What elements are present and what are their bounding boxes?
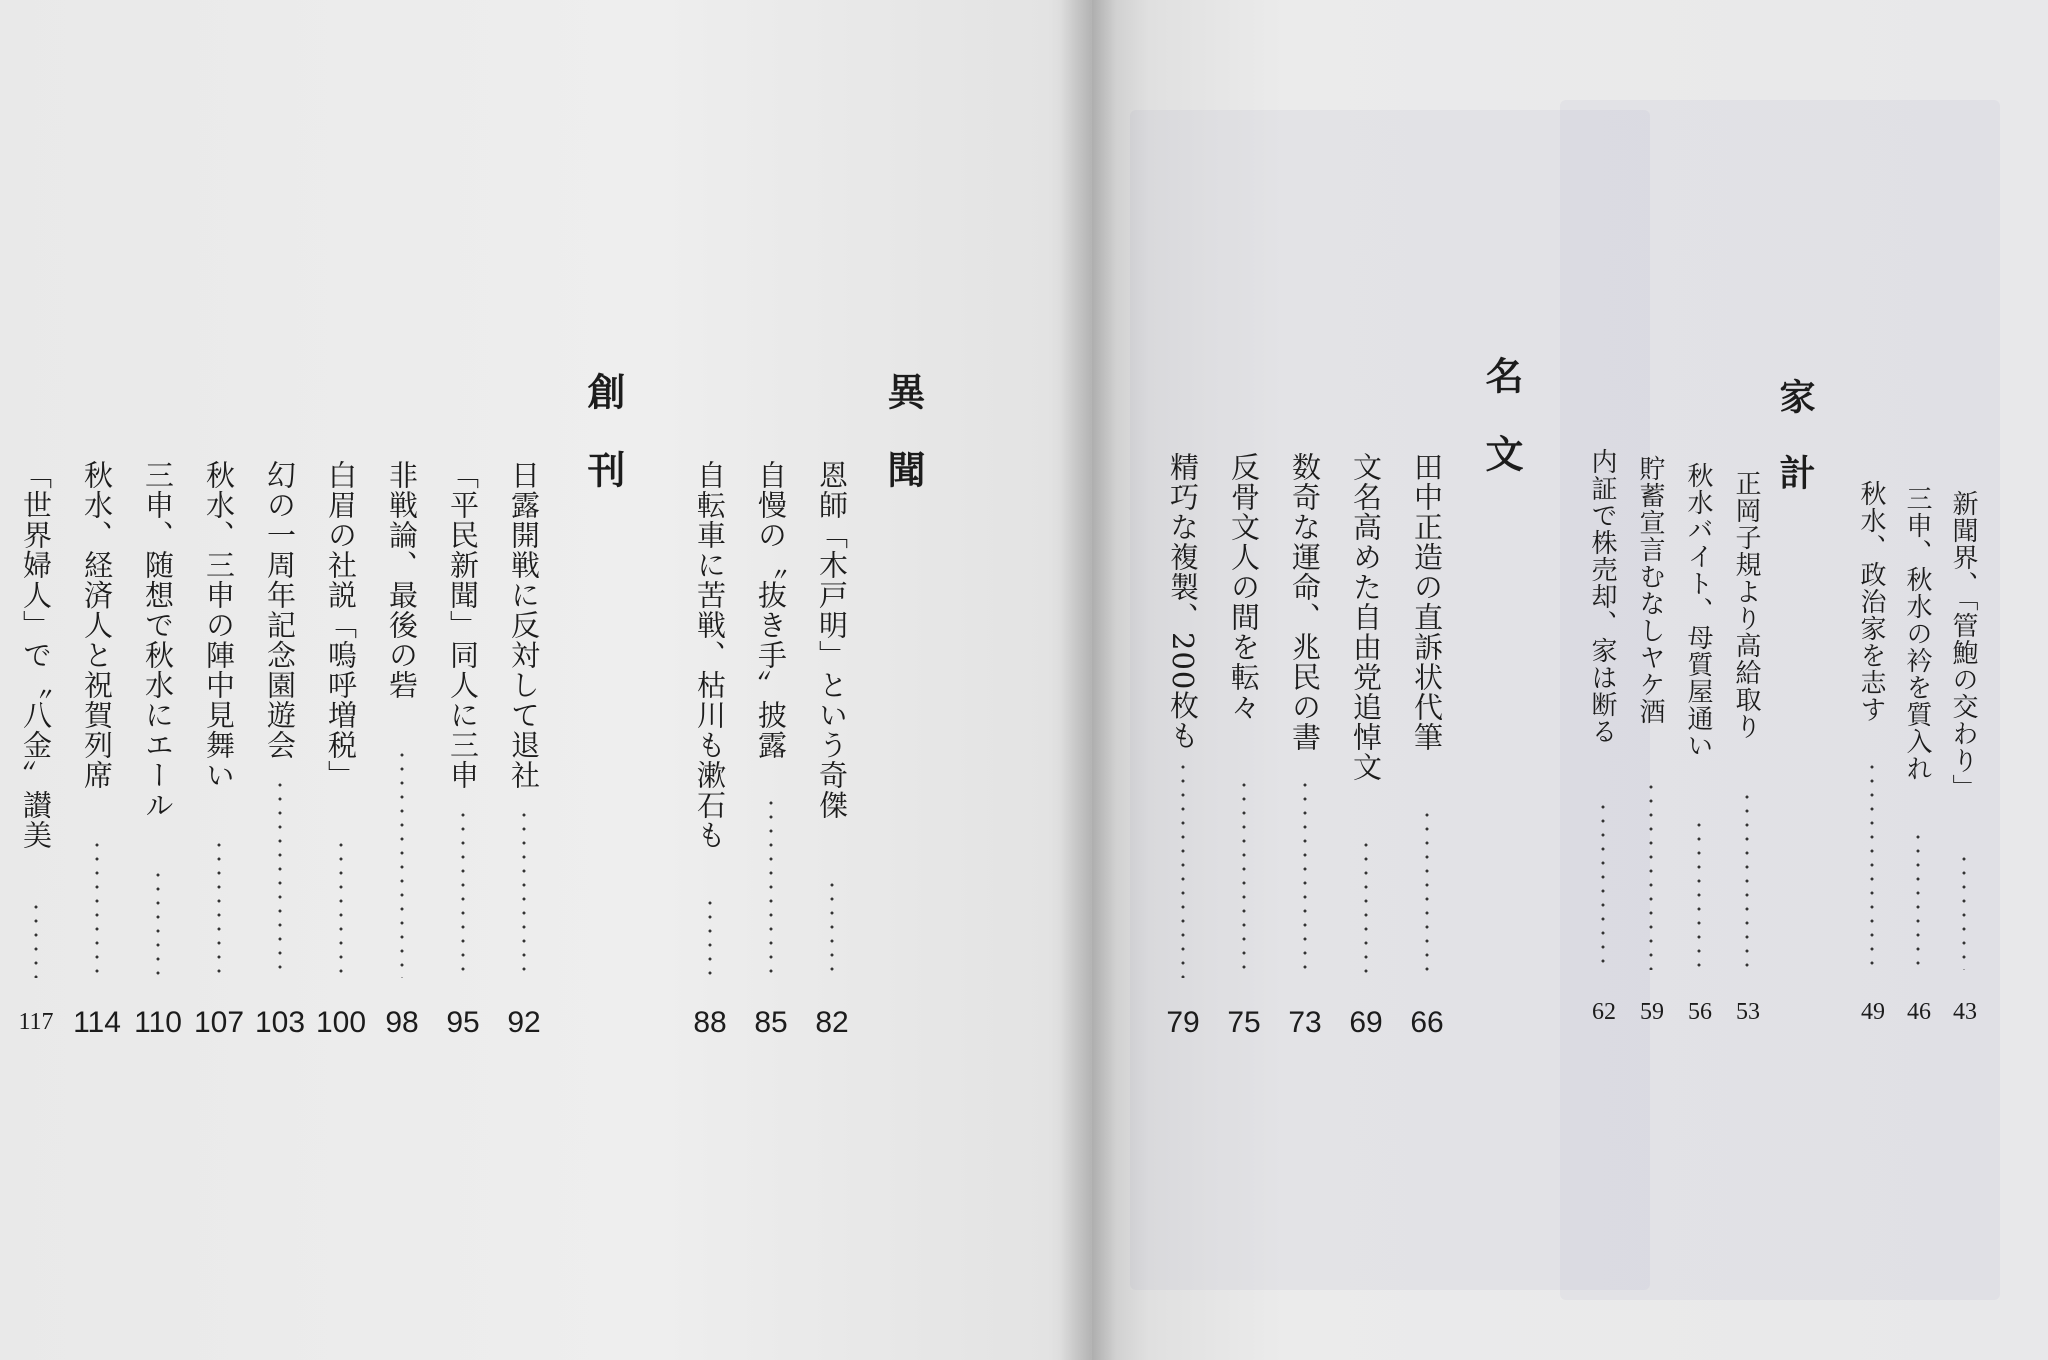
dot-leader (1697, 818, 1701, 970)
book-gutter (1060, 0, 1116, 1360)
dot-leader (95, 838, 99, 978)
toc-entry-title: 反骨文人の間を転々 (1227, 452, 1261, 722)
dot-leader (769, 796, 773, 978)
toc-entry-title: 自転車に苦戦、枯川も漱石も (693, 460, 727, 850)
toc-entry-title: 自慢の〝抜き手〟披露 (754, 460, 788, 760)
toc-entry-page: 103 (254, 1006, 306, 1039)
paper-shadow (1560, 100, 2000, 1300)
section-heading-kakei: 家計 (1774, 378, 1816, 530)
toc-entry-page: 107 (193, 1006, 245, 1039)
toc-entry-page: 75 (1227, 1006, 1261, 1039)
dot-leader (1303, 778, 1307, 978)
toc-entry-page: 95 (446, 1006, 480, 1039)
dot-leader (1601, 800, 1605, 970)
section-heading-souken: 創刊 (581, 372, 626, 528)
toc-entry-title: 三申、秋水の衿を質入れ (1902, 485, 1932, 782)
toc-entry-page: 56 (1688, 999, 1712, 1025)
dot-leader (156, 868, 160, 978)
toc-entry-page: 49 (1861, 999, 1885, 1025)
dot-leader (1962, 852, 1966, 970)
toc-entry-page: 98 (385, 1006, 419, 1039)
section-heading-ibun: 異聞 (881, 372, 926, 528)
toc-entry-title: 日露開戦に反対して退社 (507, 460, 541, 790)
dot-leader (830, 878, 834, 978)
dot-leader (1364, 838, 1368, 978)
toc-entry-title: 秋水バイト、母質屋通い (1683, 462, 1713, 759)
section-heading-meibun: 名文 (1479, 356, 1524, 512)
toc-entry-page: 85 (754, 1006, 788, 1039)
toc-entry-page: 73 (1288, 1006, 1322, 1039)
toc-entry-title: 「平民新聞」同人に三申 (446, 460, 480, 790)
toc-entry-title: 秋水、経済人と祝賀列席 (80, 460, 114, 790)
toc-entry-title: 田中正造の直訴状代筆 (1410, 452, 1444, 752)
toc-entry-title: 内証で株売却、家は断る (1587, 448, 1617, 745)
toc-entry-title: 恩師「木戸明」という奇傑 (815, 460, 849, 820)
dot-leader (339, 838, 343, 978)
toc-entry-page: 46 (1907, 999, 1931, 1025)
dot-leader (708, 896, 712, 978)
toc-entry-title: 三申、随想で秋水にエール (141, 460, 175, 820)
toc-entry-page: 59 (1640, 999, 1664, 1025)
dot-leader (1916, 830, 1920, 970)
dot-leader (461, 808, 465, 978)
dot-leader (1649, 780, 1653, 970)
toc-entry-title: 文名高めた自由党追悼文 (1349, 452, 1383, 782)
toc-entry-page: 110 (134, 1006, 182, 1039)
toc-entry-title: 数奇な運命、兆民の書 (1288, 452, 1322, 752)
toc-entry-title: 秋水、三申の陣中見舞い (202, 460, 236, 790)
dot-leader (217, 838, 221, 978)
dot-leader (522, 808, 526, 978)
dot-leader (1181, 760, 1185, 978)
toc-entry-page: 53 (1736, 999, 1760, 1025)
dot-leader (1425, 808, 1429, 978)
dot-leader (278, 778, 282, 978)
dot-leader (1242, 778, 1246, 978)
dot-leader (1745, 790, 1749, 970)
toc-entry-page: 100 (315, 1006, 367, 1039)
toc-entry-page: 66 (1410, 1006, 1444, 1039)
toc-entry-title: 貯蓄宣言むなしヤケ酒 (1635, 455, 1665, 725)
toc-entry-title: 精巧な複製、200枚も (1166, 452, 1200, 751)
toc-entry-page: 79 (1166, 1006, 1200, 1039)
toc-entry-page: 82 (815, 1006, 849, 1039)
toc-entry-page: 69 (1349, 1006, 1383, 1039)
toc-entry-title: 幻の一周年記念園遊会 (263, 460, 297, 760)
toc-entry-page: 114 (73, 1006, 121, 1039)
dot-leader (1870, 760, 1874, 970)
toc-entry-title: 非戦論、最後の砦 (385, 460, 419, 700)
toc-entry-title: 「世界婦人」で〝八金〟讃美 (19, 460, 53, 850)
toc-entry-title: 新聞界、「管鮑の交わり」 (1948, 490, 1978, 801)
toc-entry-title: 白眉の社説「嗚呼増税」 (324, 460, 358, 790)
toc-entry-title: 秋水、政治家を志す (1856, 480, 1886, 723)
dot-leader (34, 900, 38, 978)
toc-entry-title: 正岡子規より高給取り (1731, 470, 1761, 740)
toc-entry-page: 117 (18, 1009, 54, 1035)
toc-entry-page: 88 (693, 1006, 727, 1039)
toc-entry-page: 92 (507, 1006, 541, 1039)
toc-entry-page: 62 (1592, 999, 1616, 1025)
toc-entry-page: 43 (1953, 999, 1977, 1025)
dot-leader (400, 748, 404, 978)
